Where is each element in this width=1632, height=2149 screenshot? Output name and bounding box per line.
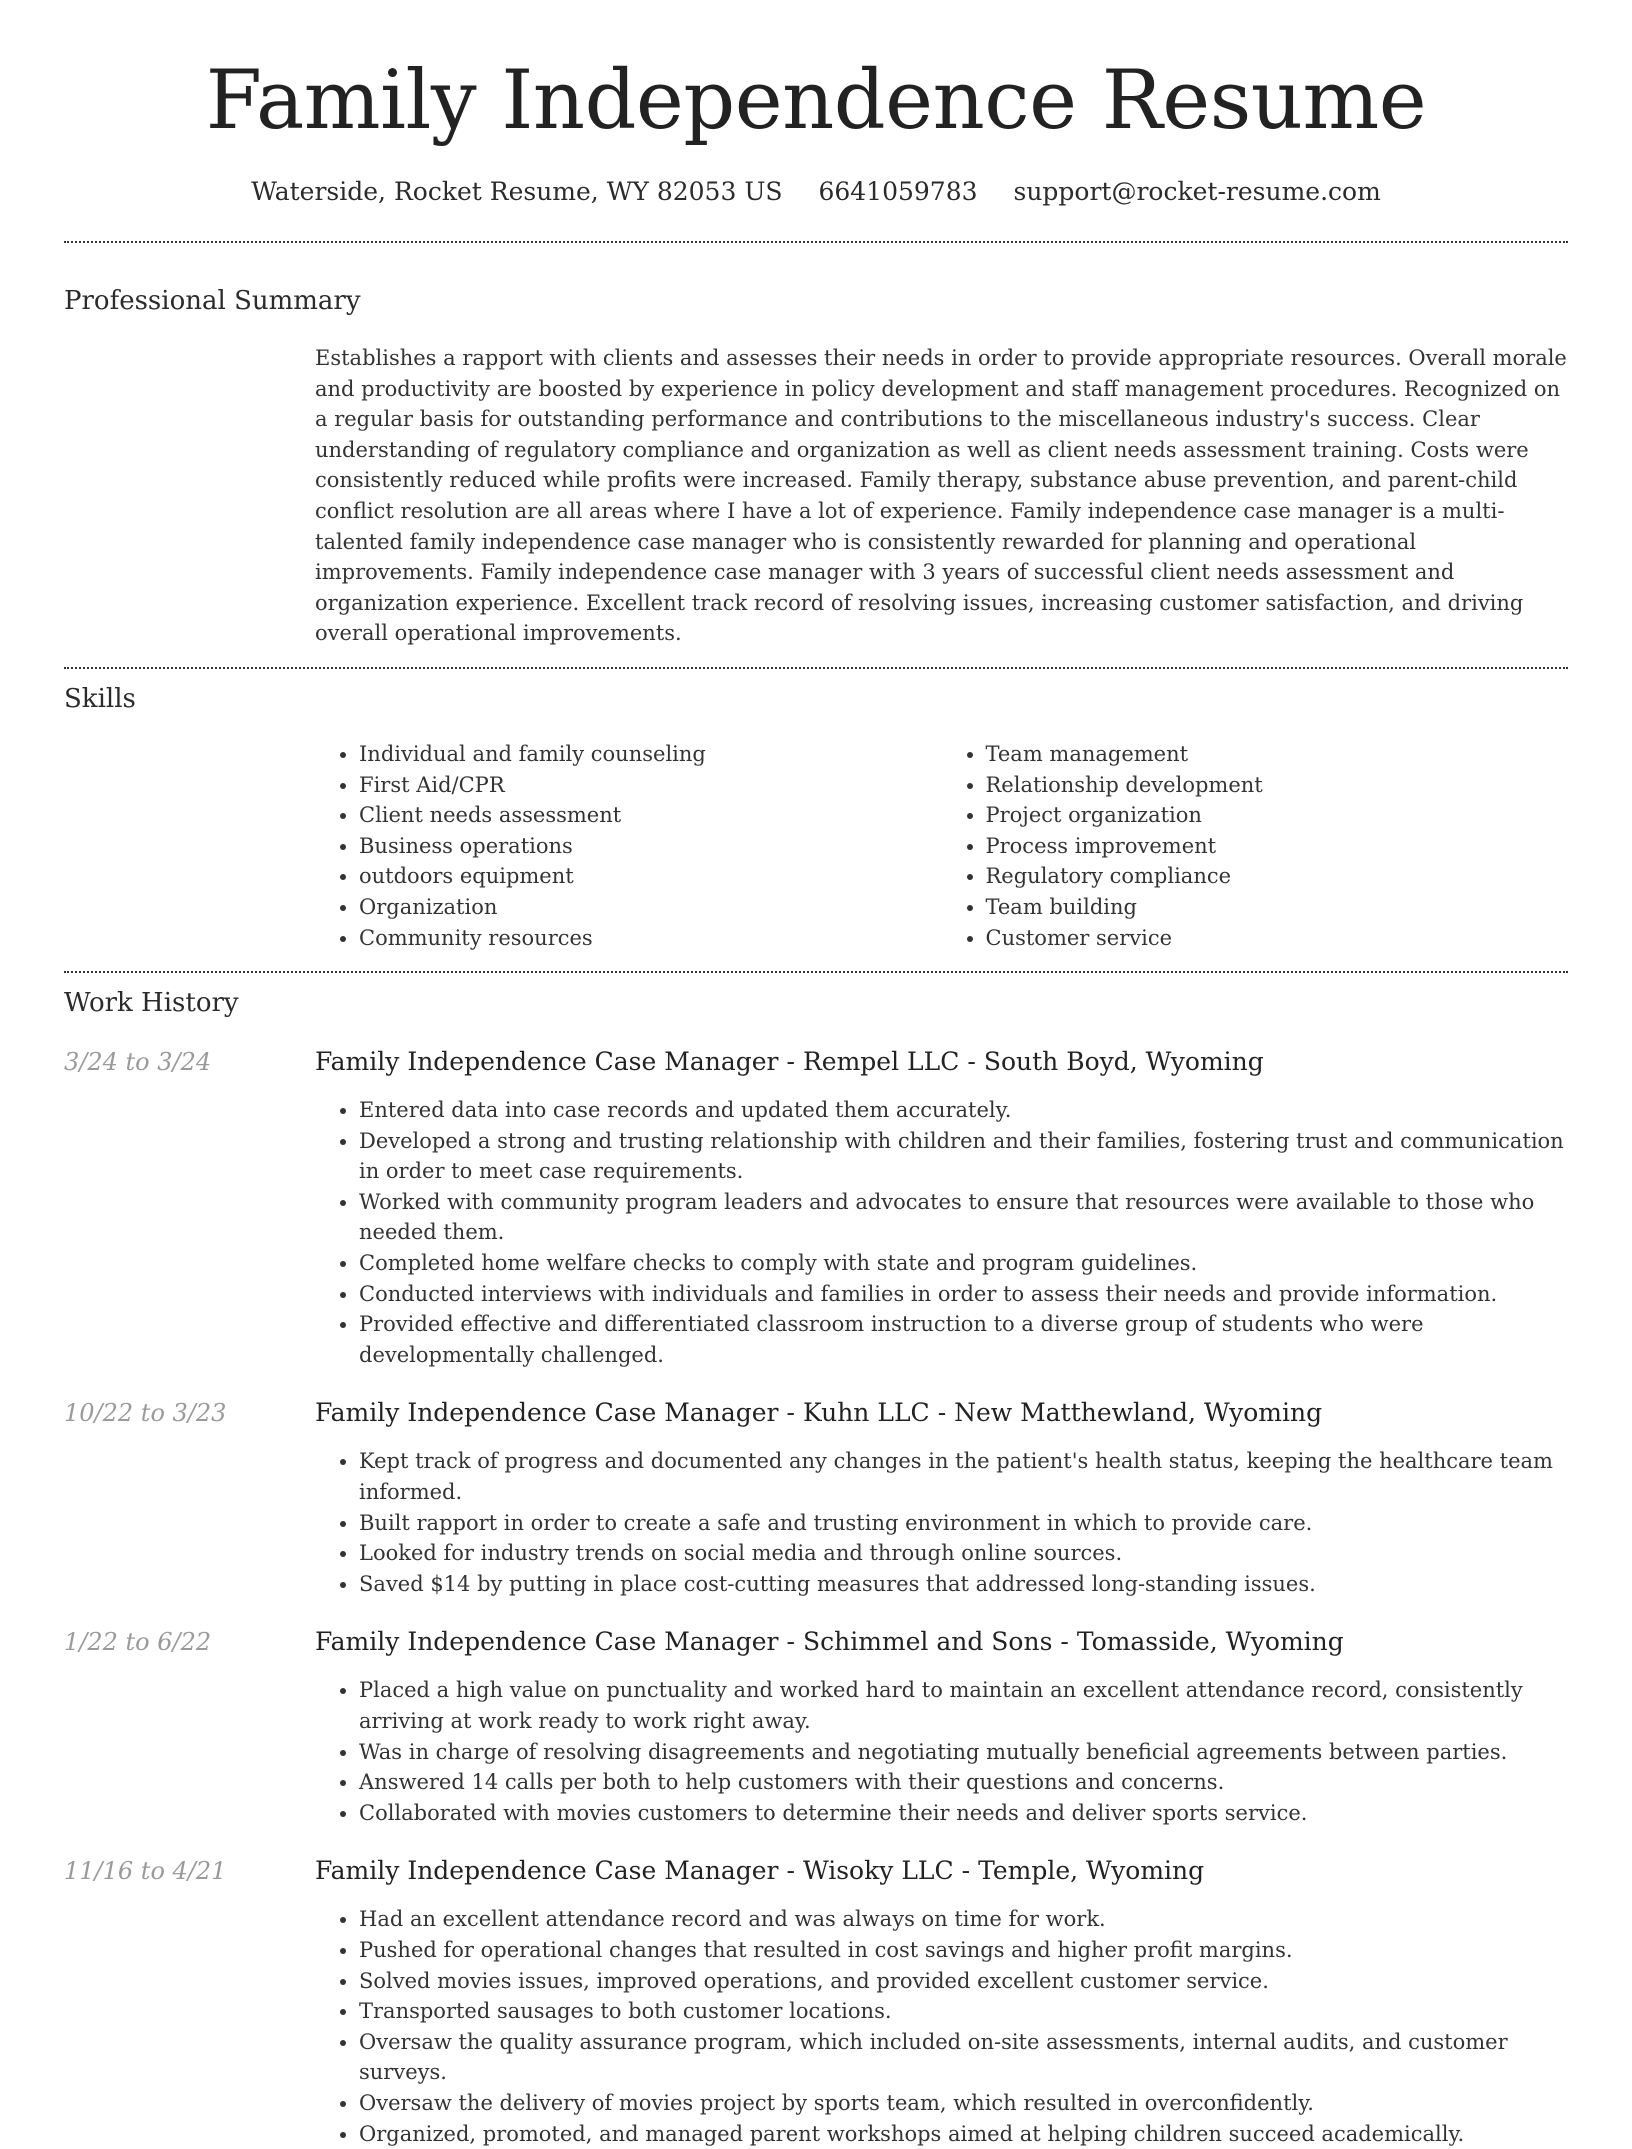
job-bullet: • Conducted interviews with individuals and families in order to assess their needs and provide information. bbox=[359, 1279, 1568, 1310]
job-bullet: • Collaborated with movies customers to determine their needs and deliver sports service. bbox=[359, 1798, 1568, 1829]
job-heading: Family Independence Case Manager - Schimmel and Sons - Tomasside, Wyoming bbox=[315, 1627, 1344, 1657]
skill-item: • First Aid/CPR bbox=[359, 770, 942, 801]
job-bullet: • Completed home welfare checks to comply with state and program guidelines. bbox=[359, 1248, 1568, 1279]
skill-item: • Business operations bbox=[359, 831, 942, 862]
job-bullet: • Looked for industry trends on social media and through online sources. bbox=[359, 1538, 1568, 1569]
job-bullet: • Saved $14 by putting in place cost-cutting measures that addressed long-standing issues. bbox=[359, 1569, 1568, 1600]
contact-line bbox=[64, 176, 1568, 208]
job-bullets bbox=[315, 1675, 1568, 1828]
work-history-heading: Work History bbox=[64, 988, 239, 1019]
job-bullet: • Developed a strong and trusting relationship with children and their families, fostering trust and communication in order to meet case requirements. bbox=[359, 1126, 1568, 1187]
job-bullet: • Entered data into case records and updated them accurately. bbox=[359, 1095, 1568, 1126]
contact-address: Waterside, Rocket Resume, WY 82053 US bbox=[251, 177, 783, 206]
summary-heading: Professional Summary bbox=[64, 286, 361, 316]
job-company: Kuhn LLC bbox=[802, 1398, 930, 1428]
job-location: South Boyd, Wyoming bbox=[983, 1047, 1264, 1077]
summary-section bbox=[64, 285, 1568, 649]
skill-item: • Customer service bbox=[986, 923, 1569, 954]
job-bullet: • Answered 14 calls per both to help customers with their questions and concerns. bbox=[359, 1767, 1568, 1798]
contact-email: support@rocket-resume.com bbox=[1013, 177, 1381, 206]
job-bullet: • Solved movies issues, improved operations, and provided excellent customer service. bbox=[359, 1966, 1568, 1997]
job-bullet: • Pushed for operational changes that resulted in cost savings and higher profit margins. bbox=[359, 1935, 1568, 1966]
job-bullet: • Had an excellent attendance record and was always on time for work. bbox=[359, 1904, 1568, 1935]
job-dates: 10/22 to 3/23 bbox=[64, 1399, 227, 1428]
job-company: Wisoky LLC bbox=[802, 1856, 954, 1886]
job-location: Temple, Wyoming bbox=[978, 1856, 1205, 1886]
job-dates: 11/16 to 4/21 bbox=[64, 1857, 227, 1886]
skill-item: • Client needs assessment bbox=[359, 800, 942, 831]
skill-item: • Process improvement bbox=[986, 831, 1569, 862]
job-company: Rempel LLC bbox=[802, 1047, 960, 1077]
job-bullet: • Provided effective and differentiated classroom instruction to a diverse group of students who were developmentally challenged. bbox=[359, 1309, 1568, 1370]
job-bullet: • Oversaw the quality assurance program, which included on-site assessments, internal audits, and customer surveys. bbox=[359, 2027, 1568, 2088]
job-body bbox=[315, 1856, 1568, 2149]
divider bbox=[64, 971, 1568, 973]
job-bullet: • Placed a high value on punctuality and worked hard to maintain an excellent attendance record, consistently arriving at work ready to work right away. bbox=[359, 1675, 1568, 1736]
skill-item: • Regulatory compliance bbox=[986, 861, 1569, 892]
job-title: Family Independence Case Manager bbox=[315, 1856, 779, 1886]
job-bullet: • Transported sausages to both customer locations. bbox=[359, 1996, 1568, 2027]
skills-columns bbox=[315, 739, 1568, 953]
job-bullet: • Organized, promoted, and managed parent workshops aimed at helping children succeed academically. bbox=[359, 2119, 1568, 2149]
skills-heading: Skills bbox=[64, 683, 136, 714]
job-bullets bbox=[315, 1904, 1568, 2149]
job-bullets bbox=[315, 1095, 1568, 1370]
job-bullet: • Worked with community program leaders and advocates to ensure that resources were available to those who needed them. bbox=[359, 1187, 1568, 1248]
job-title: Family Independence Case Manager bbox=[315, 1627, 779, 1657]
skill-item: • Team building bbox=[986, 892, 1569, 923]
summary-text: Establishes a rapport with clients and assesses their needs in order to provide appropriate resources. Overall morale and productivity are boosted by experience in policy development and staff management procedures. Recognized on a regular basis for outstanding performance and contributions to the miscellaneous industry's success. Clear understanding of regulatory compliance and organization as well as client needs assessment training. Costs were consistently reduced while profits were increased. Family therapy, substance abuse prevention, and parent-child conflict resolution are all areas where I have a lot of experience. Family independence case manager is a multi-talented family independence case manager who is consistently rewarded for planning and operational improvements. Family independence case manager with 3 years of successful client needs assessment and organization experience. Excellent track record of resolving issues, increasing customer satisfaction, and driving overall operational improvements. bbox=[315, 346, 1567, 646]
job-title: Family Independence Case Manager bbox=[315, 1398, 779, 1428]
skill-item: • Team management bbox=[986, 739, 1569, 770]
job-entry bbox=[64, 1398, 1568, 1599]
job-bullet: • Kept track of progress and documented any changes in the patient's health status, keeping the healthcare team informed. bbox=[359, 1446, 1568, 1507]
skill-item: • Relationship development bbox=[986, 770, 1569, 801]
job-heading: Family Independence Case Manager - Wisoky LLC - Temple, Wyoming bbox=[315, 1856, 1205, 1886]
job-body bbox=[315, 1047, 1568, 1370]
skill-item: • Project organization bbox=[986, 800, 1569, 831]
job-body bbox=[315, 1398, 1568, 1599]
job-bullet: • Oversaw the delivery of movies project by sports team, which resulted in overconfidently. bbox=[359, 2088, 1568, 2119]
job-entry bbox=[64, 1047, 1568, 1370]
job-heading: Family Independence Case Manager - Rempel LLC - South Boyd, Wyoming bbox=[315, 1047, 1264, 1077]
job-title: Family Independence Case Manager bbox=[315, 1047, 779, 1077]
skill-item: • Organization bbox=[359, 892, 942, 923]
job-entry bbox=[64, 1627, 1568, 1828]
job-bullet: • Was in charge of resolving disagreements and negotiating mutually beneficial agreements between parties. bbox=[359, 1737, 1568, 1768]
job-location: New Matthewland, Wyoming bbox=[954, 1398, 1323, 1428]
contact-phone: 6641059783 bbox=[818, 177, 978, 206]
job-bullet: • Built rapport in order to create a safe and trusting environment in which to provide care. bbox=[359, 1508, 1568, 1539]
divider bbox=[64, 667, 1568, 669]
job-location: Tomasside, Wyoming bbox=[1076, 1627, 1344, 1657]
job-bullets bbox=[315, 1446, 1568, 1599]
job-company: Schimmel and Sons bbox=[802, 1627, 1053, 1657]
skills-section bbox=[64, 683, 1568, 953]
skill-item: • Individual and family counseling bbox=[359, 739, 942, 770]
job-dates: 1/22 to 6/22 bbox=[64, 1628, 212, 1657]
skills-list-left bbox=[315, 739, 942, 953]
skill-item: • outdoors equipment bbox=[359, 861, 942, 892]
work-history-section bbox=[64, 987, 1568, 2149]
job-dates: 3/24 to 3/24 bbox=[64, 1048, 212, 1077]
job-body bbox=[315, 1627, 1568, 1828]
divider bbox=[64, 241, 1568, 243]
skill-item: • Community resources bbox=[359, 923, 942, 954]
job-entry bbox=[64, 1856, 1568, 2149]
skills-list-right bbox=[942, 739, 1569, 953]
job-heading: Family Independence Case Manager - Kuhn LLC - New Matthewland, Wyoming bbox=[315, 1398, 1323, 1428]
resume-title: Family Independence Resume bbox=[205, 54, 1427, 148]
